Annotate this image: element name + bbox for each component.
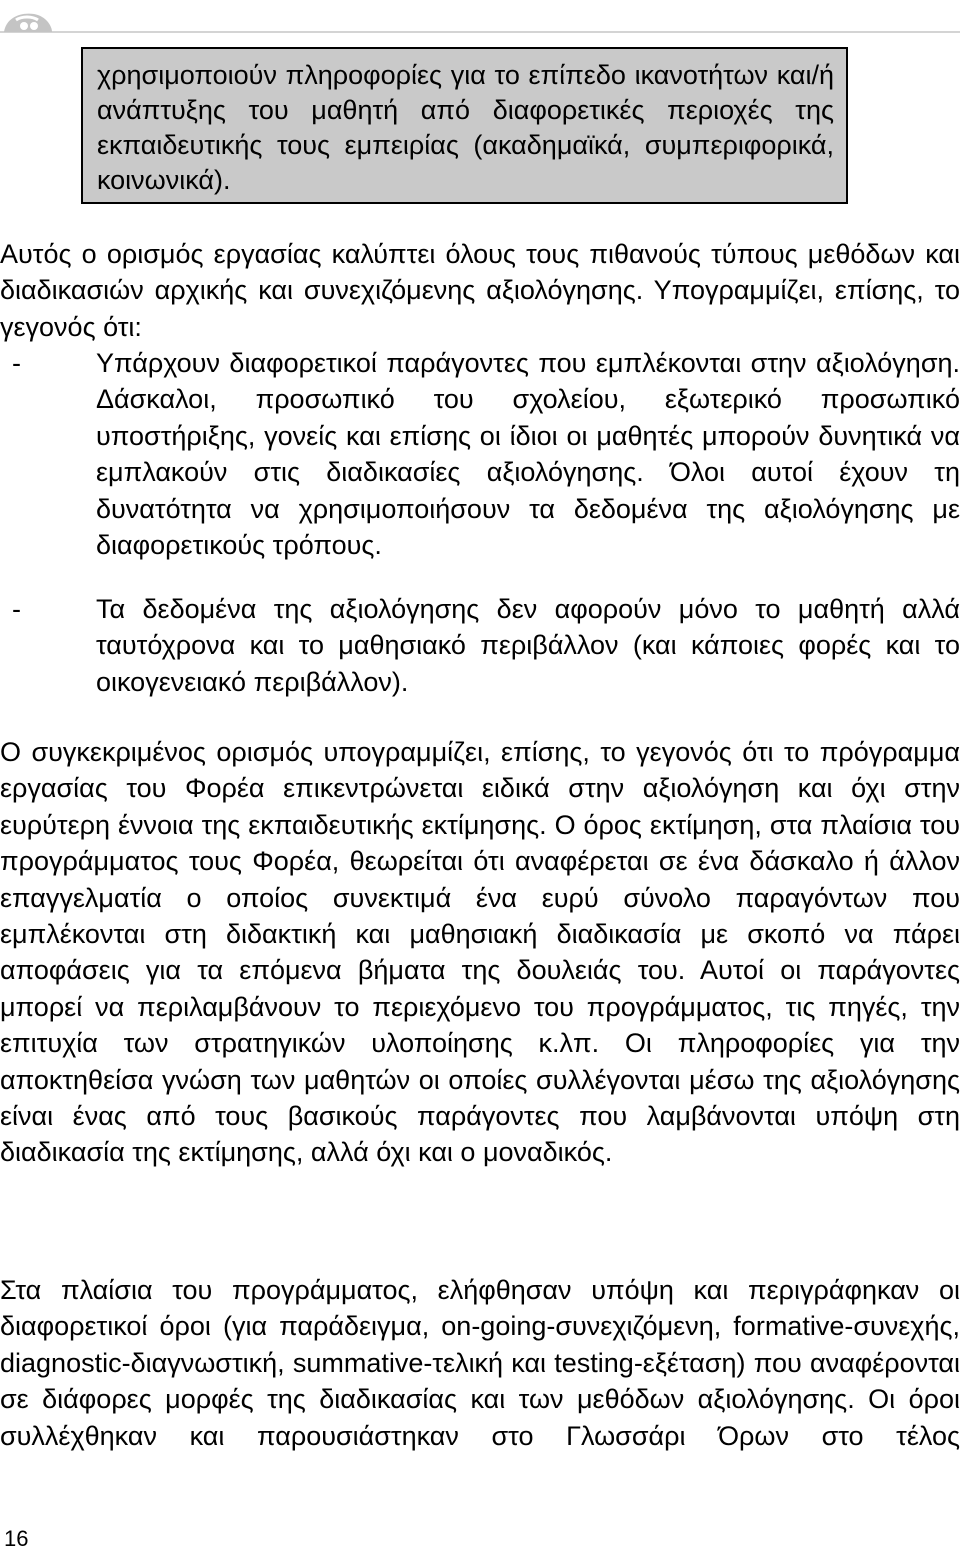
bullet-item-2 <box>0 591 960 700</box>
paragraph-definition: Ο συγκεκριμένος ορισμός υπογραμμίζει, επίσης, το γεγονός ότι το πρόγραμμα εργασίας του Φορέα επικεντρώνεται ειδικά στην αξιολόγηση και όχι στην ευρύτερη έννοια της εκπαιδευτικής εκτίμησης. Ο όρος εκτίμηση, στα πλαίσια του προγράμματος τους Φορέα, θεωρείται ότι αναφέρεται σε ένα δάσκαλο ή άλλον επαγγελματία ο οποίος συνεκτιμά ένα ευρύ σύνολο παραγόντων που εμπλέκονται στη διδακτική και μαθησιακή διαδικασία με σκοπό να πάρει αποφάσεις για τα επόμενα βήματα της δουλειάς του. Αυτοί οι παράγοντες μπορεί να περιλαμβάνουν το περιεχόμενο του προγράμματος, τις πηγές, την επιτυχία των στρατηγικών υλοποίησης κ.λπ. Οι πληροφορίες για την αποκτηθείσα γνώση των μαθητών οι οποίες συλλέγονται μέσω της αξιολόγησης είναι ένας από τους βασικούς παράγοντες που λαμβάνονται υπόψη στη διαδικασία της εκτίμησης, αλλά όχι και ο μοναδικός. <box>0 737 960 1168</box>
bullet-marker: - <box>12 348 21 378</box>
document-header-icon <box>0 0 960 40</box>
paragraph-terms: Στα πλαίσια του προγράμματος, ελήφθησαν υπόψη και περιγράφηκαν οι διαφορετικοί όροι (για παράδειγμα, on-going-συνεχιζόμενη, formative-συνεχής, diagnostic-διαγνωστική, summative-τελική και testing-εξέταση) που αναφέρονται σε διάφορες μορφές της διαδικασίας και των μεθόδων αξιολόγησης. Οι όροι συλλέχθηκαν και παρουσιάστηκαν στο Γλωσσάρι Όρων στο τέλος <box>0 1275 960 1451</box>
highlighted-note-box <box>81 47 848 204</box>
bullet-item-1 <box>0 345 960 563</box>
highlighted-note-text: χρησιμοποιούν πληροφορίες για το επίπεδο ικανοτήτων και/ή ανάπτυξης του μαθητή από διαφορετικές περιοχές της εκπαιδευτικής τους εμπειρίας (ακαδημαϊκά, συμπεριφορικά, κοινωνικά). <box>97 60 834 195</box>
bullet-text: Τα δεδομένα της αξιολόγησης δεν αφορούν μόνο το μαθητή αλλά ταυτόχρονα και το μαθησιακό περιβάλλον (και κάποιες φορές και το οικογενειακό περιβάλλον). <box>96 594 960 697</box>
page-number: 16 <box>4 1526 29 1551</box>
bullet-marker: - <box>12 594 21 624</box>
bullet-text: Υπάρχουν διαφορετικοί παράγοντες που εμπλέκονται στην αξιολόγηση. Δάσκαλοι, προσωπικό του σχολείου, εξωτερικό προσωπικό υποστήριξης, γονείς και επίσης οι ίδιοι οι μαθητές μπορούν δυνητικά να εμπλακούν στις διαδικασίες αξιολόγησης. Όλοι αυτοί έχουν τη δυνατότητα να χρησιμοποιήσουν τα δεδομένα της αξιολόγησης με διαφορετικούς τρόπους. <box>96 348 960 561</box>
paragraph-intro: Αυτός ο ορισμός εργασίας καλύπτει όλους τους πιθανούς τύπους μεθόδων και διαδικασιών αρχικής και συνεχιζόμενης αξιολόγησης. Υπογραμμίζει, επίσης, το γεγονός ότι: <box>0 239 960 342</box>
